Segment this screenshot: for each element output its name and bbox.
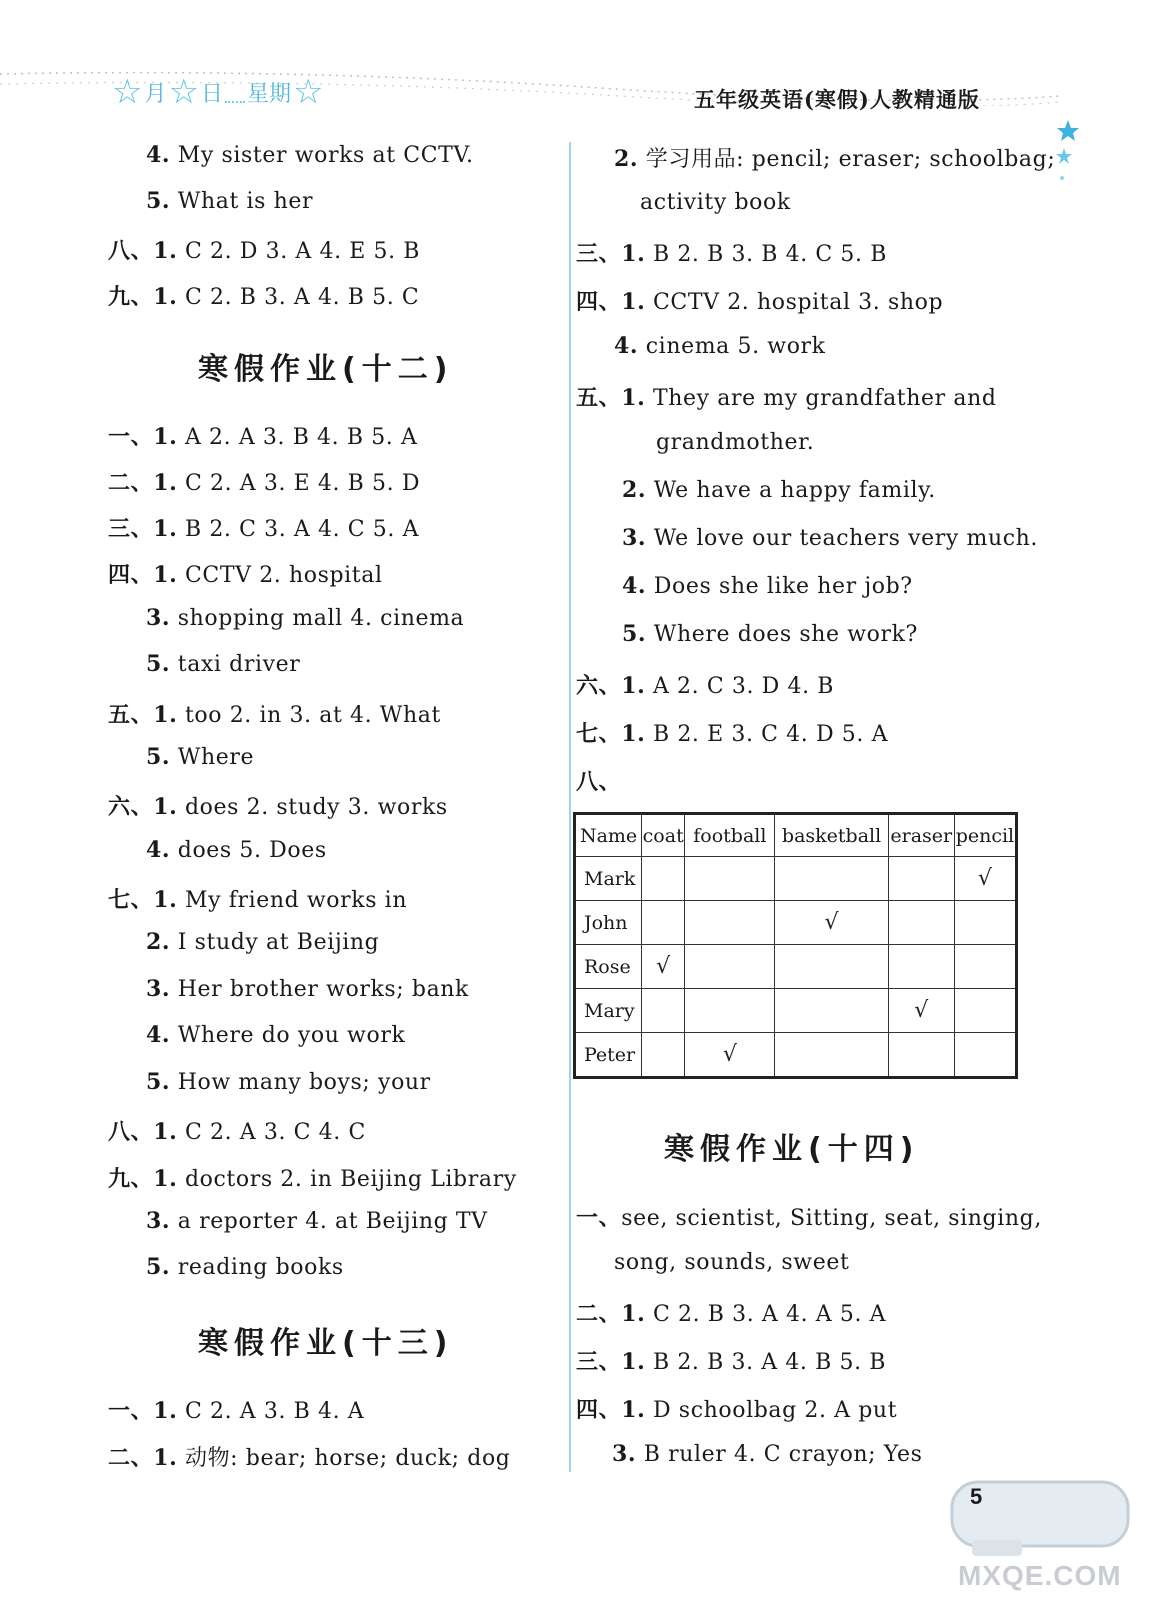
table-cell-name: John	[575, 901, 642, 945]
answer-line: 三、1. B 2. C 3. A 4. C 5. A	[108, 516, 420, 542]
table-cell	[685, 857, 775, 901]
answer-line: 三、1. B 2. B 3. A 4. B 5. B	[576, 1349, 887, 1375]
section-title-14: 寒假作业(十四)	[664, 1132, 920, 1167]
answer-line: 5. How many boys; your	[146, 1069, 431, 1095]
table-cell: √	[685, 1033, 775, 1078]
answer-line: 三、1. B 2. B 3. B 4. C 5. B	[576, 241, 887, 267]
answer-table	[573, 812, 1018, 1079]
answer-line: 八、	[576, 769, 622, 795]
answer-line: 4. does 5. Does	[146, 837, 327, 863]
watermark-text: MXQE.COM	[958, 1560, 1122, 1591]
answer-line: 八、1. C 2. D 3. A 4. E 5. B	[108, 238, 421, 264]
answer-line: 一、1. C 2. A 3. B 4. A	[108, 1398, 365, 1424]
table-header: Name	[575, 814, 642, 857]
star-icon: ☆	[112, 72, 143, 112]
day-label: 日	[200, 81, 223, 107]
answer-line: 5. What is her	[146, 188, 314, 214]
table-cell	[888, 857, 954, 901]
answer-line: 四、1. D schoolbag 2. A put	[576, 1397, 898, 1423]
table-cell	[954, 989, 1016, 1033]
answer-line: 4. cinema 5. work	[614, 333, 826, 359]
table-cell	[642, 857, 685, 901]
answer-line: 4. Does she like her job?	[622, 573, 913, 599]
table-cell	[642, 989, 685, 1033]
table-cell	[775, 989, 888, 1033]
answer-line: 一、see, scientist, Sitting, seat, singing,	[576, 1205, 1042, 1231]
table-cell	[775, 945, 888, 989]
answer-line: 5. reading books	[146, 1254, 344, 1280]
answer-line: 六、1. does 2. study 3. works	[108, 794, 448, 820]
table-row	[575, 901, 1017, 945]
answer-line: 一、1. A 2. A 3. B 4. B 5. A	[108, 424, 418, 450]
table-cell: √	[642, 945, 685, 989]
answer-line: 4. My sister works at CCTV.	[146, 142, 474, 168]
table-header: football	[685, 814, 775, 857]
table-cell	[888, 901, 954, 945]
table-header: eraser	[888, 814, 954, 857]
table-cell: √	[954, 857, 1016, 901]
answer-line: 七、1. B 2. E 3. C 4. D 5. A	[576, 721, 889, 747]
answer-line: 七、1. My friend works in	[108, 887, 408, 913]
table-cell	[642, 901, 685, 945]
date-field	[112, 72, 324, 112]
table-row	[575, 1033, 1017, 1078]
column-divider	[569, 142, 571, 1472]
table-cell	[685, 901, 775, 945]
table-row	[575, 945, 1017, 989]
table-cell	[642, 1033, 685, 1078]
table-cell	[775, 857, 888, 901]
answer-line: 二、1. C 2. A 3. E 4. B 5. D	[108, 470, 421, 496]
date-blank	[225, 81, 245, 103]
answer-line: 九、1. doctors 2. in Beijing Library	[108, 1166, 517, 1192]
table-cell	[954, 901, 1016, 945]
answer-line: 5. Where	[146, 744, 255, 770]
table-cell-name: Peter	[575, 1033, 642, 1078]
answer-line: 四、1. CCTV 2. hospital	[108, 562, 383, 588]
table-row	[575, 989, 1017, 1033]
weekday-label: 星期	[247, 81, 292, 107]
answer-line: 3. Her brother works; bank	[146, 976, 469, 1002]
answer-line: 3. We love our teachers very much.	[622, 525, 1039, 551]
answer-line: 3. shopping mall 4. cinema	[146, 605, 465, 631]
answer-line: 3. a reporter 4. at Beijing TV	[146, 1208, 488, 1234]
table-cell: √	[775, 901, 888, 945]
table-cell-name: Mary	[575, 989, 642, 1033]
page-number: 5	[970, 1484, 983, 1509]
answer-line: 四、1. CCTV 2. hospital 3. shop	[576, 289, 944, 315]
answer-line: song, sounds, sweet	[614, 1250, 850, 1275]
answer-line: 3. B ruler 4. C crayon; Yes	[612, 1441, 923, 1467]
star-icon: ☆	[293, 72, 324, 112]
table-cell	[888, 1033, 954, 1078]
table-cell-name: Mark	[575, 857, 642, 901]
answer-line: 二、1. C 2. B 3. A 4. A 5. A	[576, 1301, 887, 1327]
table-header: basketball	[775, 814, 888, 857]
table-cell: √	[888, 989, 954, 1033]
table-header-row	[575, 814, 1017, 857]
answer-line: 二、1. 动物: bear; horse; duck; dog	[108, 1445, 511, 1471]
answer-line: 六、1. A 2. C 3. D 4. B	[576, 673, 835, 699]
section-title-12: 寒假作业(十二)	[198, 352, 454, 387]
table-header: coat	[642, 814, 685, 857]
answer-line: 4. Where do you work	[146, 1022, 406, 1048]
answer-line: 2. I study at Beijing	[146, 929, 380, 955]
answer-line: 五、1. They are my grandfather and	[576, 385, 997, 411]
answer-line: activity book	[640, 190, 791, 215]
month-label: 月	[144, 81, 167, 107]
table-cell	[775, 1033, 888, 1078]
book-title: 五年级英语(寒假)人教精通版	[694, 87, 980, 112]
answer-line: grandmother.	[656, 430, 815, 455]
answer-line: 2. We have a happy family.	[622, 477, 936, 503]
table-cell-name: Rose	[575, 945, 642, 989]
table-cell	[685, 945, 775, 989]
table-cell	[685, 989, 775, 1033]
table-row	[575, 857, 1017, 901]
table-cell	[954, 945, 1016, 989]
answer-line: 5. taxi driver	[146, 651, 301, 677]
table-cell	[954, 1033, 1016, 1078]
answer-line: 2. 学习用品: pencil; eraser; schoolbag;	[614, 146, 1056, 172]
table-header: pencil	[954, 814, 1016, 857]
decorative-stars-icon	[1056, 118, 1086, 198]
star-icon: ☆	[168, 72, 199, 112]
answer-line: 九、1. C 2. B 3. A 4. B 5. C	[108, 284, 420, 310]
answer-line: 五、1. too 2. in 3. at 4. What	[108, 702, 441, 728]
answer-line: 八、1. C 2. A 3. C 4. C	[108, 1119, 366, 1145]
section-title-13: 寒假作业(十三)	[198, 1326, 454, 1361]
answer-line: 5. Where does she work?	[622, 621, 918, 647]
table-cell	[888, 945, 954, 989]
